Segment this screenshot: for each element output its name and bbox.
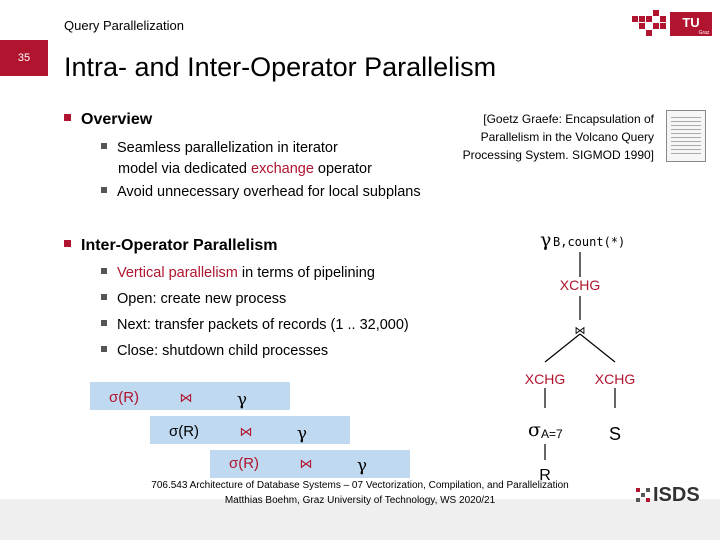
overview-item-2: Avoid unnecessary overhead for local subplans xyxy=(101,184,421,200)
plan-xchg-left: XCHG xyxy=(524,371,566,387)
bullet-icon xyxy=(101,187,107,193)
tu-graz-logo xyxy=(632,10,712,38)
bullet-icon xyxy=(101,268,107,274)
page-number: 35 xyxy=(0,40,48,76)
paper-reference: [Goetz Graefe: Encapsulation of Parallelism in the Volcano Query Processing System. SIGMOD 1990] xyxy=(462,112,654,162)
isds-dots-icon xyxy=(636,488,650,502)
pipeline-join-2: ⋈ xyxy=(239,425,253,440)
pipeline-gamma-3: γ xyxy=(356,456,368,476)
plan-s: S xyxy=(608,424,622,444)
isds-logo: ISDS xyxy=(636,484,700,507)
bullet-icon xyxy=(101,346,107,352)
svg-text:TU: TU xyxy=(682,15,700,30)
paper-thumbnail xyxy=(666,110,706,162)
pipeline-sigma-3: σ(R) xyxy=(228,455,260,472)
inter-item-2: Open: create new process xyxy=(101,291,286,307)
bullet-icon xyxy=(101,294,107,300)
pipeline-sigma-2: σ(R) xyxy=(168,423,200,440)
pipeline-gamma-1: γ xyxy=(236,390,248,410)
inter-item-1: Vertical parallelism in terms of pipelining xyxy=(101,265,375,281)
overview-heading: Overview xyxy=(64,111,152,129)
plan-join: ⋈ xyxy=(574,324,586,337)
plan-xchg-top: XCHG xyxy=(559,277,601,293)
overview-item-1: Seamless parallelization in iterator model via dedicated exchange operator xyxy=(101,138,461,180)
footer-text: 706.543 Architecture of Database Systems – 07 Vectorization, Compilation, and Parallelization Matthias Boehm, Graz University of Technology, WS 2020/21 xyxy=(151,480,569,506)
pipeline-join-1: ⋈ xyxy=(179,391,193,406)
bullet-icon xyxy=(64,114,71,121)
plan-xchg-right: XCHG xyxy=(594,371,636,387)
plan-gamma-root: γ xyxy=(540,229,552,251)
pipeline-sigma-1: σ(R) xyxy=(108,389,140,406)
bullet-icon xyxy=(101,143,107,149)
header-title: Query Parallelization xyxy=(64,18,184,33)
pipeline-join-3: ⋈ xyxy=(299,457,313,472)
inter-heading: Inter-Operator Parallelism xyxy=(64,237,278,255)
bullet-icon xyxy=(101,320,107,326)
plan-gamma-group: B,count(*) xyxy=(553,235,626,249)
inter-item-4: Close: shutdown child processes xyxy=(101,343,328,359)
inter-item-3: Next: transfer packets of records (1 .. 32,000) xyxy=(101,317,409,333)
plan-sigma: σ xyxy=(528,419,541,441)
plan-sigma-cond: A=7 xyxy=(541,427,563,441)
slide-title: Intra- and Inter-Operator Parallelism xyxy=(64,52,497,82)
bullet-icon xyxy=(64,240,71,247)
svg-text:Graz: Graz xyxy=(698,30,710,36)
pipeline-gamma-2: γ xyxy=(296,424,308,444)
query-plan-tree xyxy=(490,222,680,487)
plan-r: R xyxy=(539,467,551,484)
pipeline-diagram xyxy=(90,378,410,478)
